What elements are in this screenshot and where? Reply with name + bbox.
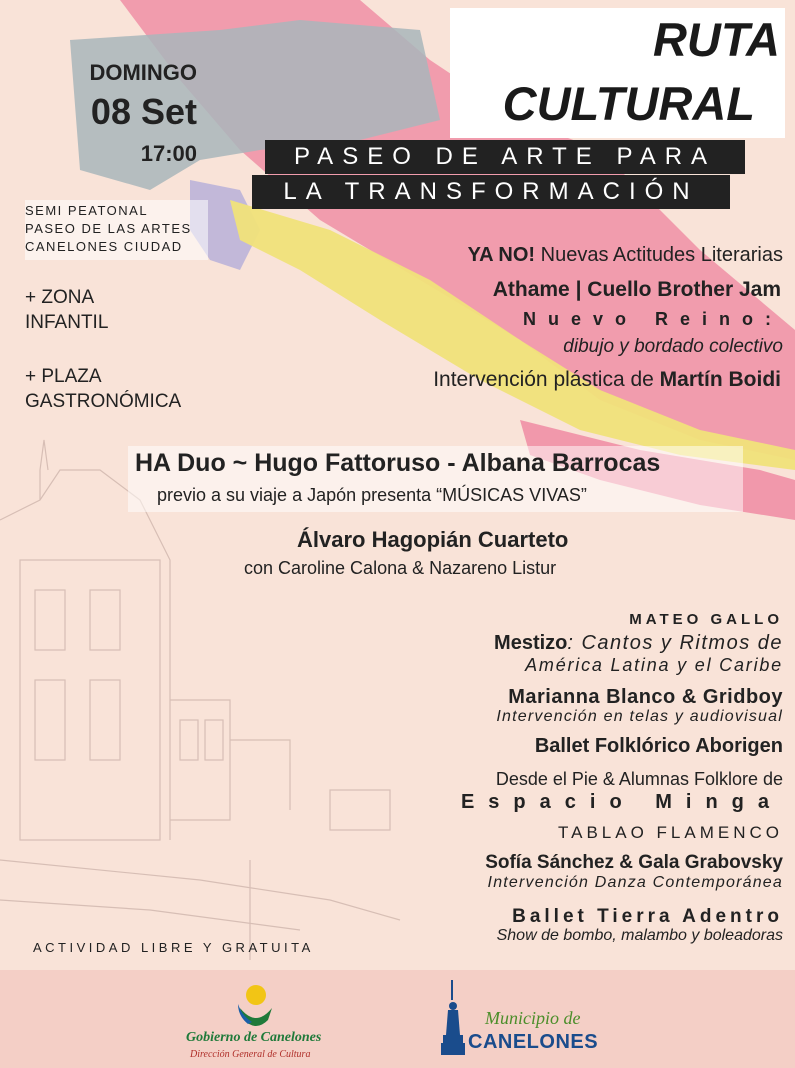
title-line1: RUTA: [652, 13, 780, 66]
act-mestizo-rest: : Cantos y Ritmos de: [567, 632, 783, 654]
location-line3: CANELONES CIUDAD: [25, 239, 183, 254]
act-ya-no: [468, 244, 783, 267]
act-marianna: Marianna Blanco & Gridboy: [508, 686, 783, 708]
location-line1: SEMI PEATONAL: [25, 203, 149, 218]
act-intervencion: [433, 368, 781, 392]
free-activity-label: ACTIVIDAD LIBRE Y GRATUITA: [33, 940, 314, 955]
act-ballet-tierra-desc: Show de bombo, malambo y boleadoras: [496, 927, 783, 944]
act-ballet-folk: Ballet Folklórico Aborigen: [534, 735, 783, 757]
act-mateo: MATEO GALLO: [629, 611, 783, 628]
gobierno-subtitle: Dirección General de Cultura: [190, 1049, 311, 1060]
gobierno-logo-icon: [236, 982, 276, 1027]
act-mestizo: [494, 632, 783, 655]
act-hagopian: Álvaro Hagopián Cuarteto: [297, 527, 569, 552]
act-sofia: Sofía Sánchez & Gala Grabovsky: [485, 852, 783, 873]
date-date: 08 Set: [90, 91, 197, 132]
footer: [0, 970, 795, 1068]
municipio-line1: Municipio de: [485, 1008, 581, 1028]
act-sofia-desc: Intervención Danza Contemporánea: [487, 874, 783, 891]
subtitle-line1: [265, 140, 745, 174]
act-desde-pie: Desde el Pie & Alumnas Folklore de: [495, 769, 783, 789]
subtitle-line1-text: PASEO DE ARTE PARA: [293, 143, 717, 170]
subtitle-line2-text: LA TRANSFORMACIÓN: [283, 178, 699, 205]
date-time: 17:00: [140, 141, 197, 166]
extra-zona-line1: + ZONA: [25, 287, 95, 308]
act-ya-no-bold: YA NO!: [467, 244, 536, 266]
act-tablao: TABLAO FLAMENCO: [558, 823, 783, 842]
act-ballet-tierra: Ballet Tierra Adentro: [512, 906, 783, 927]
statue-icon: [440, 980, 466, 1058]
act-intervencion-name: Martín Boidi: [659, 368, 781, 391]
headliner-desc: previo a su viaje a Japón presenta “MÚSICAS VIVAS”: [157, 485, 587, 505]
location-line2: PASEO DE LAS ARTES: [25, 221, 192, 236]
act-espacio-minga: Espacio Minga: [460, 791, 783, 813]
date-day: DOMINGO: [89, 60, 197, 85]
act-intervencion-text: Intervención plástica de: [433, 368, 660, 391]
subtitle-line2: [252, 175, 730, 209]
act-marianna-desc: Intervención en telas y audiovisual: [496, 708, 783, 725]
act-nuevo-reino: Nuevo Reino:: [522, 309, 783, 329]
municipio-line2: CANELONES: [468, 1031, 599, 1053]
act-mestizo-bold: Mestizo: [494, 632, 568, 654]
title-line2: CULTURAL: [502, 77, 755, 130]
act-athame: Athame | Cuello Brother Jam: [492, 278, 781, 301]
extra-plaza-line1: + PLAZA: [25, 366, 102, 387]
extra-plaza-line2: GASTRONÓMICA: [25, 391, 182, 412]
extra-zona-line2: INFANTIL: [25, 312, 109, 333]
act-mestizo-line2: América Latina y el Caribe: [525, 655, 783, 675]
headliner-title: HA Duo ~ Hugo Fattoruso - Albana Barrocas: [135, 449, 661, 477]
act-ya-no-rest: Nuevas Actitudes Literarias: [535, 244, 783, 266]
act-nuevo-reino-desc: dibujo y bordado colectivo: [563, 336, 783, 357]
act-hagopian-desc: con Caroline Calona & Nazareno Listur: [244, 558, 557, 578]
gobierno-name: Gobierno de Canelones: [186, 1030, 322, 1045]
